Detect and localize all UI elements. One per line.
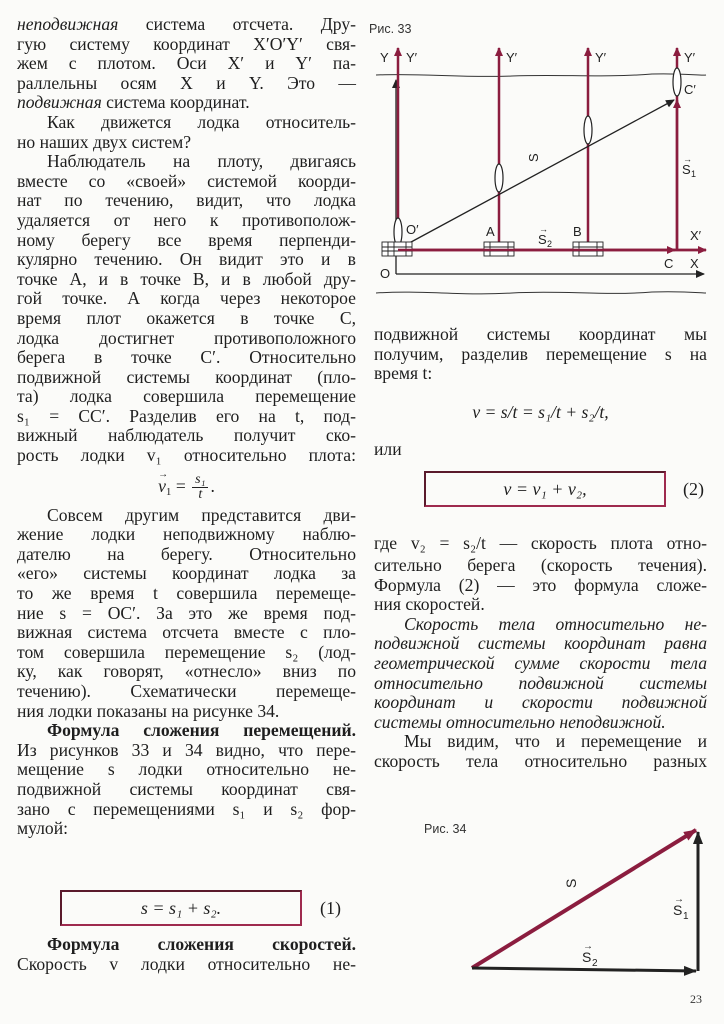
- svg-text:S: S: [563, 878, 579, 888]
- text-line: ку, как говорят, «отнесло» вниз по: [17, 661, 356, 682]
- text-line: то же время t совершила перемеще-: [17, 583, 356, 604]
- figure-34-caption: Рис. 34: [424, 822, 467, 836]
- text-line: жение лодки неподвижному наблю-: [17, 524, 356, 545]
- label-y: Y: [380, 50, 389, 65]
- text-line: удаляется от него к противополож-: [17, 209, 356, 230]
- s-vector: [400, 100, 674, 248]
- text-line: подвижной системы координат мы: [374, 324, 707, 344]
- text-line: рость лодки v₁ относительно плота:: [17, 445, 356, 466]
- text-line: но наших двух систем?: [17, 131, 192, 152]
- section-heading: Формула сложения скоростей.: [47, 934, 356, 954]
- label-o: O: [380, 266, 391, 281]
- text-line: точке A, и в точке B, и в любой дру-: [17, 268, 356, 289]
- text-line: ния скоростей.: [374, 594, 485, 615]
- text-line: Мы видим, что и перемещение и: [404, 731, 707, 752]
- text-line: Совсем другим представится дви-: [47, 504, 356, 525]
- text-line: течению). Схематически перемеще-: [17, 681, 356, 701]
- right-column: [374, 325, 707, 459]
- label-x: X: [690, 256, 699, 271]
- text-line: раллельны осям X и Y. Это —: [17, 72, 356, 93]
- text-line: скорость тела относительно разных: [374, 750, 707, 771]
- rule-line: геометрической сумме скорости тела: [374, 652, 707, 673]
- text-line: s₁ = CC′. Разделив его на t, под-: [17, 405, 356, 426]
- label-y-prime: Y′: [406, 50, 418, 65]
- boat-icon: [673, 68, 681, 96]
- svg-text:→: →: [583, 941, 593, 952]
- rule-line: системы относительно неподвижной.: [374, 711, 666, 732]
- formula-v1: → $v_1$ = $\frac{\text{s₁}}{t}$ .: [17, 466, 356, 506]
- svg-text:S: S: [526, 153, 541, 162]
- boat-icon: [584, 116, 592, 144]
- text-line: неподвижная система отсчета. Дру-: [17, 14, 356, 34]
- s2-vector: [472, 968, 696, 971]
- svg-text:→: →: [539, 224, 548, 234]
- rule-line: подвижной системы координат равна: [374, 633, 707, 654]
- figure-33: [362, 38, 724, 298]
- boat-icon: [495, 164, 503, 192]
- text-line: дателю на берегу. Относительно: [17, 543, 356, 564]
- text-line: или: [374, 438, 402, 459]
- rule-line: Скорость тела относительно не-: [404, 613, 707, 634]
- label-s2-vector: [582, 941, 598, 969]
- text-line: ние s = OC′. За это же время под-: [17, 602, 356, 623]
- text-line: вижный наблюдатель получит ско-: [17, 425, 356, 446]
- text-line: зано с перемещениями s₁ и s₂ фор-: [17, 798, 356, 819]
- svg-text:S: S: [682, 162, 691, 177]
- text-line: мещение s лодки относительно не-: [17, 759, 356, 780]
- left-column: [17, 15, 356, 839]
- svg-text:1: 1: [683, 911, 689, 922]
- label-y-prime: Y′: [684, 50, 696, 65]
- text-line: мулой:: [17, 818, 69, 839]
- svg-text:→: →: [674, 894, 684, 905]
- text-line: Наблюдатель на плоту, двигаясь: [47, 151, 356, 172]
- far-bank-line: [376, 74, 706, 77]
- equation-number-1: (1): [320, 898, 341, 918]
- text-line: вижная система отсчета вместе с пло-: [17, 622, 356, 643]
- label-y-prime: Y′: [595, 50, 607, 65]
- svg-text:2: 2: [547, 239, 553, 249]
- svg-text:→: →: [683, 154, 692, 164]
- text-line: время плот окажется в точке C,: [17, 307, 356, 328]
- text-line: гую систему координат X′O′Y′ свя-: [17, 33, 356, 54]
- text-line: вместе со «своей» системой коорди-: [17, 170, 356, 191]
- label-s1-vector: [682, 154, 696, 179]
- formula-box-1: s = s₁ + s₂.: [60, 890, 302, 926]
- text-line: лодка достигнет противоположного: [17, 327, 356, 348]
- text-line: та) лодка совершила перемещение: [17, 386, 356, 407]
- right-column-lower: [374, 530, 707, 772]
- rule-line: координат и скорости подвижной: [374, 692, 707, 713]
- label-o-prime: O′: [406, 222, 419, 237]
- text-line: Из рисунков 33 и 34 видно, что пере-: [17, 739, 356, 760]
- text-line: ния лодки показаны на рисунке 34.: [17, 700, 280, 721]
- text-line: том совершила перемещение s₂ (лод-: [17, 641, 356, 662]
- text-line: кулярно течению. Он видит это и в: [17, 249, 356, 270]
- text-line: нат по течению, видит, что лодка: [17, 190, 356, 211]
- text-line: жем с плотом. Оси X′ и Y′ па-: [17, 53, 356, 74]
- svg-text:1: 1: [691, 169, 697, 179]
- label-x-prime: X′: [690, 228, 702, 243]
- text-line: время t:: [374, 363, 433, 384]
- label-s-vector: [563, 879, 579, 888]
- formula-box-2: v = v₁ + v₂,: [424, 471, 666, 507]
- rule-line: относительно подвижной системы: [374, 672, 707, 693]
- section-heading: Формула сложения перемещений.: [47, 720, 356, 741]
- page-number: 23: [690, 992, 702, 1006]
- formula-v: v = s/t = s₁/t + s₂/t,: [472, 401, 609, 422]
- svg-text:S: S: [538, 232, 547, 247]
- text-line: ному берегу все время перпенди-: [17, 229, 356, 250]
- text-line: подвижная система координат.: [17, 92, 250, 113]
- near-bank-line: [376, 292, 706, 294]
- equation-number-2: (2): [683, 479, 704, 499]
- svg-text:S: S: [582, 949, 592, 965]
- label-c: C: [664, 256, 674, 271]
- text-line: Скорость v лодки относительно не-: [17, 953, 356, 974]
- label-s-vector: [526, 153, 541, 162]
- text-line: Формула (2) — это формула сложе-: [374, 574, 707, 595]
- text-line: подвижной системы координат свя-: [17, 778, 356, 799]
- label-a: A: [486, 224, 495, 239]
- text-line: берега в точке C′. Относительно: [17, 347, 356, 368]
- figure-33-caption: Рис. 33: [369, 22, 412, 36]
- left-column-end: [17, 935, 356, 974]
- svg-text:2: 2: [592, 958, 598, 969]
- text-line: сительно берега (скорость течения).: [374, 555, 707, 575]
- label-s2-vector: [538, 224, 552, 249]
- label-s1-vector: [673, 894, 689, 922]
- label-y-prime: Y′: [506, 50, 518, 65]
- label-b: B: [573, 224, 582, 239]
- text-line: получим, разделив перемещение s на: [374, 343, 707, 364]
- text-line: подвижной системы координат (пло-: [17, 366, 356, 387]
- label-c-prime: C′: [684, 82, 696, 97]
- text-line: где v₂ = s₂/t — скорость плота отно-: [374, 533, 707, 553]
- text-line: «его» системы координат лодка за: [17, 563, 356, 584]
- svg-text:S: S: [673, 902, 683, 918]
- figure-34: [460, 818, 724, 988]
- text-line: гой точке. А когда через некоторое: [17, 288, 356, 309]
- text-line: Как движется лодка относитель-: [47, 111, 356, 132]
